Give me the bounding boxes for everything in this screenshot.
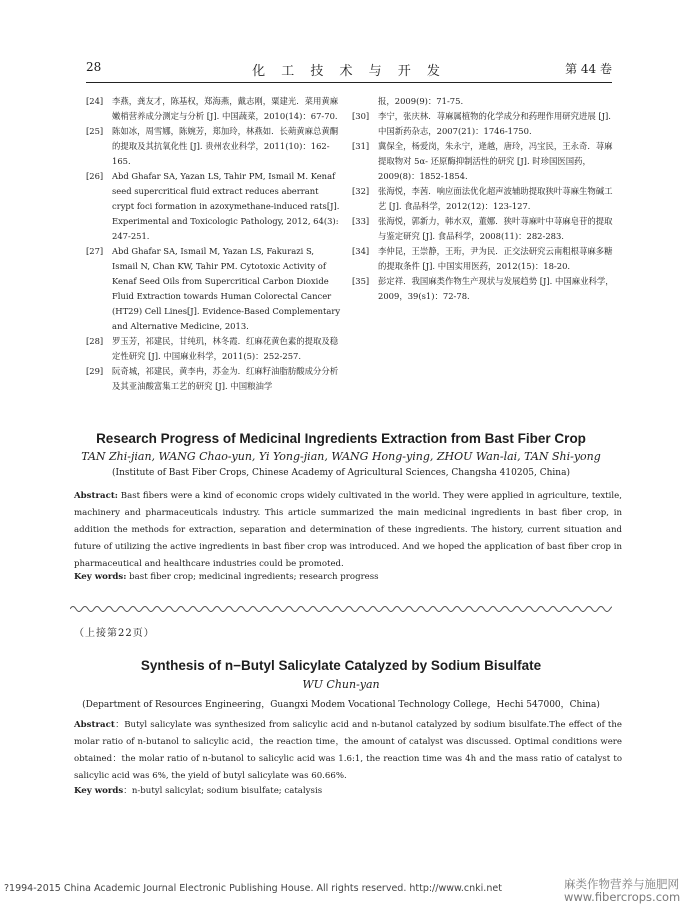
abstract2-body [74, 717, 622, 785]
reference-item: [34] 李仲昆，王崇静，王珩，尹为民．正交法研究云南粗根荨麻多糖的提取条件 [J]. 中国实用医药，2012(15)：18-20. [352, 246, 613, 271]
keywords1-label: Key words: [74, 572, 127, 582]
reference-item: 报，2009(9)：71-75. [378, 96, 464, 106]
watermark-line1: 麻类作物营养与施肥网 [564, 877, 679, 891]
reference-item: [35] 彭定祥．我国麻类作物生产现状与发展趋势 [J]. 中国麻业科学，2009，39(s1)：72-78. [352, 276, 614, 301]
reference-item: [30] 李宁，张庆林．荨麻属植物的化学成分和药理作用研究进展 [J]. 中国新药杂志，2007(21)：1746-1750. [352, 111, 611, 136]
header-rule [86, 82, 612, 83]
abstract1-label: Abstract: [74, 491, 118, 501]
watermark-line2: www.fibercrops.com [564, 890, 681, 904]
reference-item: [33] 张海悦，郭新力，韩水双，董娜．狭叶荨麻叶中荨麻皂苷的提取与鉴定研究 [J]. 食品科学，2008(11)：282-283. [352, 216, 613, 241]
reference-item: [32] 张海悦，李茜．响应面法优化超声波辅助提取狭叶荨麻生物碱工艺 [J]. 食品科学，2012(12)：123-127. [352, 186, 613, 211]
abstract2-keywords [74, 784, 322, 796]
page-number: 28 [86, 60, 102, 74]
continued-note: （上接第22页） [74, 628, 155, 639]
watermark [564, 878, 680, 904]
abstract1-body [74, 488, 622, 573]
references-left-column [86, 94, 342, 394]
keywords1-text: bast fiber crop; medicinal ingredients; research progress [126, 572, 379, 582]
abstract1-keywords [74, 572, 379, 582]
abstract2-affiliation: (Department of Resources Engineering，Guangxi Modem Vocational Technology College，Hechi 547000，China) [82, 700, 600, 710]
abstract2-author: WU Chun-yan [302, 678, 380, 691]
abstract2-text: ：Butyl salicylate was synthesized from salicylic acid and n-butanol catalyzed by sodium bisulfate.The effect of the molar ratio of n-butanol to salicylic acid，the reaction time，the amount of catalyst was discussed. Optimal conditions were obtained：the molar ratio of n-butanol to salicylic acid was 1.6:1, the reaction time was 4h and the mass ratio of catalyst to salicylic acid was 6%, the yield of butyl salicylate was 60.66%. [74, 720, 622, 781]
abstract1-title: Research Progress of Medicinal Ingredients Extraction from Bast Fiber Crop [96, 431, 586, 446]
references-right-column [352, 94, 614, 304]
volume-label: 第 44 卷 [565, 62, 612, 76]
reference-item: [28] 罗玉芳，祁建民，甘纯玑，林冬霞．红麻花黄色素的提取及稳定性研究 [J]. 中国麻业科学，2011(5)：252-257. [86, 336, 339, 361]
reference-item: [25] 陈如冰，周雪娜，陈婉芳，郑加玲，林燕如．长蒴黄麻总黄酮的提取及其抗氧化性 [J]. 贵州农业科学，2011(10)：162-165. [86, 126, 339, 166]
abstract1-affiliation: (Institute of Bast Fiber Crops, Chinese Academy of Agricultural Sciences, Changsha 410205, China) [112, 468, 570, 478]
abstract1-authors: TAN Zhi-jian, WANG Chao-yun, Yi Yong-jian, WANG Hong-ying, ZHOU Wan-lai, TAN Shi-yong [81, 450, 601, 463]
copyright-footer: ?1994-2015 China Academic Journal Electronic Publishing House. All rights reserved. http://www.cnki.net [4, 883, 502, 894]
reference-item: [31] 冀保全，杨爱岗，朱永宁，逄越，唐玲，冯宝民，王永奇．荨麻提取物对 5α- 还原酶抑制活性的研究 [J]. 时珍国医国药，2009(8)：1852-1854. [352, 141, 613, 181]
abstract1-text: Bast fibers were a kind of economic crops widely cultivated in the world. They were applied in agriculture, textile, machinery and pharmaceuticals industry. This article summarized the main medicinal ingredients in bast fiber crop, in addition the methods for extraction, separation and determination of these ingredients. The history, current situation and future of utilizing the active ingredients in bast fiber crop was introduced. And we hoped the application of bast fiber crop in pharmaceutical and healthcare industries could be promoted. [74, 491, 622, 569]
wavy-divider [70, 604, 612, 614]
journal-title: 化 工 技 术 与 开 发 [252, 64, 446, 79]
abstract2-label: Abstract [74, 720, 115, 730]
reference-item: [27] Abd Ghafar SA, Ismail M, Yazan LS, Fakurazi S, Ismail N, Chan KW, Tahir PM. Cytotoxic Activity of Kenaf Seed Oils from Supercritical Carbon Dioxide Fluid Extraction towards Human Colorectal Cancer (HT29) Cell Lines[J]. Evidence-Based Complementary and Alternative Medicine, 2013. [86, 246, 341, 331]
reference-item: [26] Abd Ghafar SA, Yazan LS, Tahir PM, Ismail M. Kenaf seed supercritical fluid extract reduces aberrant crypt foci formation in azoxymethane-induced rats[J]. Experimental and Toxicologic Pathology, 2012, 64(3): 247-251. [86, 171, 340, 241]
keywords2-text: ：n-butyl salicylat; sodium bisulfate; catalysis [123, 786, 323, 796]
reference-item: [24] 李燕，龚友才，陈基权，郑海燕，戴志刚，粟建光．菜用黄麻嫩梢营养成分测定与分析 [J]. 中国蔬菜，2010(14)：67-70. [86, 96, 339, 121]
page-header [86, 60, 612, 82]
abstract2-title: Synthesis of n−Butyl Salicylate Catalyzed by Sodium Bisulfate [140, 658, 542, 673]
reference-item: [29] 阮奇城，祁建民，黄李冉，苏金为．红麻籽油脂肪酸成分分析及其亚油酸富集工艺的研究 [J]. 中国粮油学 [86, 366, 339, 391]
keywords2-label: Key words [74, 786, 124, 796]
